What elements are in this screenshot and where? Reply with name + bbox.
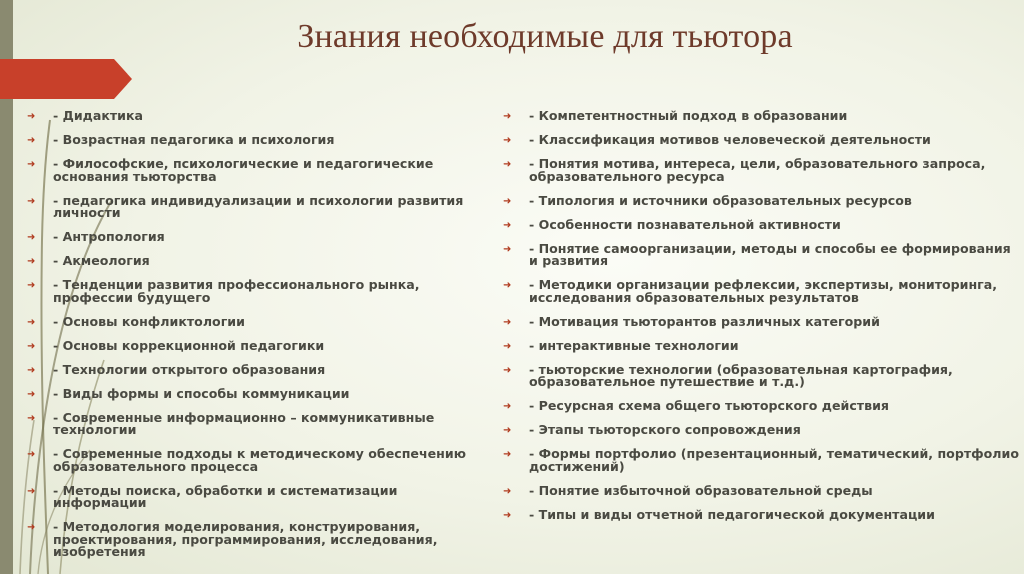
list-item-text: - Понятие самоорганизации, методы и способы ее формирования и развития xyxy=(529,240,1011,268)
arrow-right-icon: ➜ xyxy=(503,401,512,412)
list-item xyxy=(26,134,472,147)
list-item xyxy=(502,279,1022,304)
arrow-right-icon: ➜ xyxy=(27,449,36,460)
list-item xyxy=(502,158,1022,183)
arrow-right-icon: ➜ xyxy=(27,364,36,376)
arrow-right-icon: ➜ xyxy=(27,135,36,146)
slide-title: Знания необходимые для тьютора xyxy=(297,18,793,55)
list-item-text: - Основы коррекционной педагогики xyxy=(53,337,325,353)
arrow-right-icon: ➜ xyxy=(503,280,512,291)
list-item xyxy=(502,400,1022,413)
arrow-right-icon: ➜ xyxy=(27,111,36,122)
list-item-text: - Акмеология xyxy=(53,253,150,268)
list-item-text: - Понятие избыточной образовательной среды xyxy=(529,482,873,498)
list-item xyxy=(502,448,1022,473)
arrow-right-icon: ➜ xyxy=(27,485,36,497)
list-item-text: - Типология и источники образовательных ресурсов xyxy=(529,192,912,208)
arrow-right-icon: ➜ xyxy=(27,316,36,328)
list-item-text: - интерактивные технологии xyxy=(529,337,739,353)
list-item xyxy=(502,313,1022,329)
list-item xyxy=(26,110,472,123)
list-item xyxy=(26,482,472,510)
list-item xyxy=(502,337,1022,353)
list-item xyxy=(26,313,472,329)
list-item-text: - Методики организации рефлексии, экспертизы, мониторинга, исследования образовательных результатов xyxy=(529,277,998,305)
list-item xyxy=(502,134,1022,147)
list-item xyxy=(502,482,1022,498)
arrow-right-icon: ➜ xyxy=(503,316,512,328)
list-item xyxy=(26,385,472,401)
title-accent-ribbon xyxy=(0,59,132,99)
list-item-text: - Мотивация тьюторантов различных категорий xyxy=(529,313,880,329)
arrow-right-icon: ➜ xyxy=(27,340,36,352)
list-item xyxy=(502,240,1022,268)
arrow-right-icon: ➜ xyxy=(503,340,512,352)
arrow-right-icon: ➜ xyxy=(503,159,512,170)
list-item xyxy=(502,506,1022,522)
list-item xyxy=(26,231,472,244)
list-item xyxy=(502,361,1022,389)
arrow-right-icon: ➜ xyxy=(503,135,512,146)
list-item-text: - Ресурсная схема общего тьюторского действия xyxy=(529,398,889,413)
list-item-text: - Дидактика xyxy=(53,108,144,123)
arrow-right-icon: ➜ xyxy=(27,522,36,533)
arrow-right-icon: ➜ xyxy=(27,256,36,267)
arrow-right-icon: ➜ xyxy=(503,364,512,376)
arrow-right-icon: ➜ xyxy=(27,412,36,424)
arrow-right-icon: ➜ xyxy=(503,485,512,497)
list-item-text: - Возрастная педагогика и психология xyxy=(53,132,335,147)
list-item-text: - Формы портфолио (презентационный, тематический, портфолио достижений) xyxy=(529,446,1019,474)
list-item-text: - Философские, психологические и педагогические основания тьюторства xyxy=(53,156,434,184)
list-item xyxy=(26,337,472,353)
arrow-right-icon: ➜ xyxy=(27,195,36,207)
list-item-text: - Методология моделирования, конструирования, проектирования, программирования, исследования, изобретения xyxy=(53,519,438,559)
arrow-right-icon: ➜ xyxy=(27,159,36,170)
arrow-right-icon: ➜ xyxy=(503,425,512,436)
list-item-text: - тьюторские технологии (образовательная картография, образовательное путешествие и т.д.) xyxy=(529,361,953,389)
list-item-text: - Виды формы и способы коммуникации xyxy=(53,385,350,401)
arrow-right-icon: ➜ xyxy=(503,195,512,207)
list-item-text: - Методы поиска, обработки и систематизации информации xyxy=(53,482,398,510)
arrow-right-icon: ➜ xyxy=(503,449,512,460)
list-item-text: - Классификация мотивов человеческой деятельности xyxy=(529,132,931,147)
list-item-text: - педагогика индивидуализации и психологии развития личности xyxy=(53,192,464,220)
list-item-text: - Типы и виды отчетной педагогической документации xyxy=(529,506,935,522)
list-item-text: - Современные подходы к методическому обеспечению образовательного процесса xyxy=(53,446,466,474)
arrow-right-icon: ➜ xyxy=(503,111,512,122)
list-item xyxy=(502,216,1022,232)
arrow-right-icon: ➜ xyxy=(27,388,36,400)
list-item-text: - Технологии открытого образования xyxy=(53,361,326,377)
list-item-text: - Понятия мотива, интереса, цели, образовательного запроса, образовательного ресурса xyxy=(529,156,986,184)
arrow-right-icon: ➜ xyxy=(27,280,36,291)
left-knowledge-list xyxy=(26,110,472,570)
arrow-right-icon: ➜ xyxy=(503,509,512,521)
list-item xyxy=(26,521,472,559)
list-item xyxy=(502,110,1022,123)
list-item xyxy=(502,424,1022,437)
list-item xyxy=(502,192,1022,208)
list-item xyxy=(26,255,472,268)
arrow-right-icon: ➜ xyxy=(503,243,512,255)
arrow-right-icon: ➜ xyxy=(503,219,512,231)
right-knowledge-list xyxy=(502,110,1022,533)
list-item xyxy=(26,409,472,437)
list-item-text: - Современные информационно – коммуникативные технологии xyxy=(53,409,435,437)
arrow-right-icon: ➜ xyxy=(27,232,36,243)
list-item-text: - Антропология xyxy=(53,229,165,244)
list-item xyxy=(26,279,472,304)
list-item xyxy=(26,158,472,183)
list-item xyxy=(26,192,472,220)
list-item-text: - Этапы тьюторского сопровождения xyxy=(529,422,801,437)
list-item-text: - Тенденции развития профессионального рынка, профессии будущего xyxy=(53,277,420,305)
list-item xyxy=(26,448,472,473)
list-item-text: - Особенности познавательной активности xyxy=(529,216,841,232)
list-item-text: - Основы конфликтологии xyxy=(53,313,245,329)
list-item-text: - Компетентностный подход в образовании xyxy=(529,108,848,123)
list-item xyxy=(26,361,472,377)
